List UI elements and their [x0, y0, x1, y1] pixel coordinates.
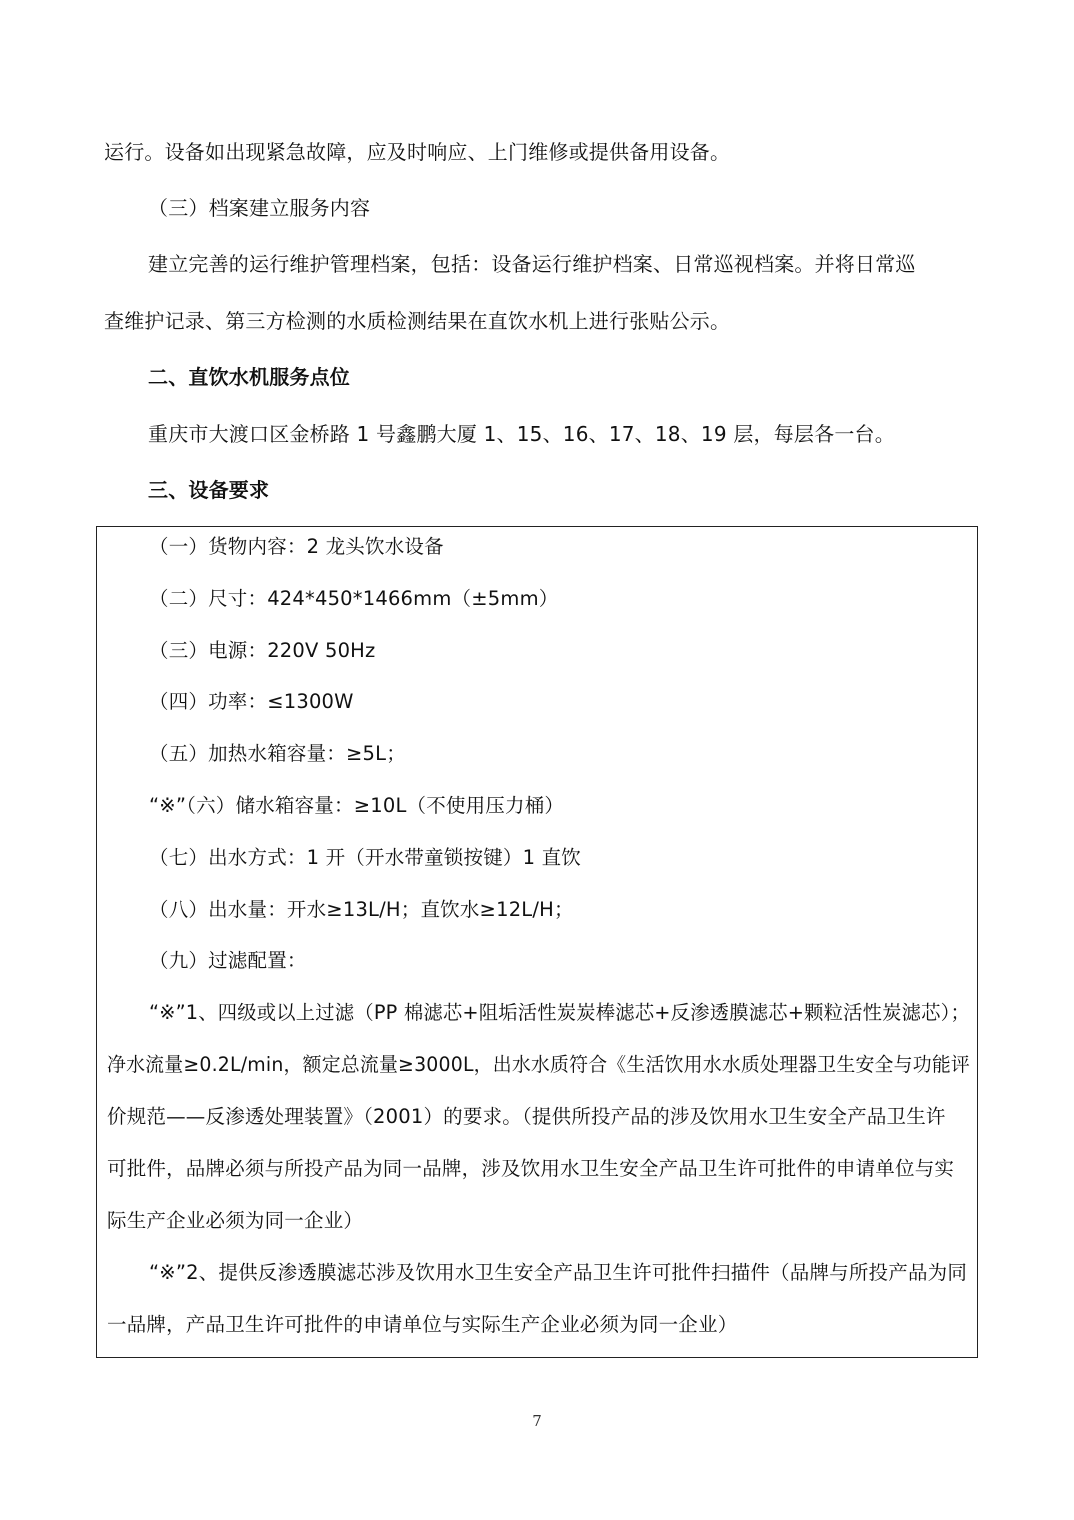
requirement-item: “※”1、四级或以上过滤（PP 棉滤芯+阻垢活性炭炭棒滤芯+反渗透膜滤芯+颗粒活性炭滤芯）；	[149, 1001, 970, 1024]
requirement-item: （一）货物内容：2 龙头饮水设备	[149, 535, 444, 558]
requirement-item: 可批件，品牌必须与所投产品为同一品牌，涉及饮用水卫生安全产品卫生许可批件的申请单位与实	[107, 1157, 955, 1180]
requirement-item: （二）尺寸：424*450*1466mm（±5mm）	[149, 587, 559, 610]
requirement-item: （三）电源：220V 50Hz	[149, 639, 376, 662]
requirement-item: （七）出水方式：1 开（开水带童锁按键）1 直饮	[149, 846, 582, 869]
requirement-item: 净水流量≥0.2L/min，额定总流量≥3000L，出水水质符合《生活饮用水水质处理器卫生安全与功能评	[107, 1053, 970, 1076]
requirement-item: 一品牌，产品卫生许可批件的申请单位与实际生产企业必须为同一企业）	[107, 1313, 738, 1336]
requirement-item: “※”2、提供反渗透膜滤芯涉及饮用水卫生安全产品卫生许可批件扫描件（品牌与所投产品为同	[149, 1261, 968, 1284]
requirement-item: （九）过滤配置：	[149, 949, 307, 972]
paragraph-line: 建立完善的运行维护管理档案，包括：设备运行维护档案、日常巡视档案。并将日常巡	[148, 252, 916, 276]
requirements-table	[96, 526, 978, 1358]
paragraph-line: 查维护记录、第三方检测的水质检测结果在直饮水机上进行张贴公示。	[104, 309, 731, 333]
requirement-item: 价规范——反渗透处理装置》（2001）的要求。（提供所投产品的涉及饮用水卫生安全产品卫生许	[107, 1105, 946, 1128]
requirement-item: （五）加热水箱容量：≥5L；	[149, 742, 406, 765]
paragraph-line: 重庆市大渡口区金桥路 1 号鑫鹏大厦 1、15、16、17、18、19 层，每层各一台。	[148, 422, 895, 446]
requirement-item: 际生产企业必须为同一企业）	[107, 1209, 364, 1232]
requirement-item: （四）功率：≤1300W	[149, 690, 354, 713]
requirement-item: “※”（六）储水箱容量：≥10L（不使用压力桶）	[149, 794, 565, 817]
requirement-item: （八）出水量：开水≥13L/H；直饮水≥12L/H；	[149, 898, 574, 921]
section-heading: 二、直饮水机服务点位	[148, 365, 350, 389]
subsection-heading: （三）档案建立服务内容	[148, 196, 371, 220]
paragraph-line: 运行。设备如出现紧急故障，应及时响应、上门维修或提供备用设备。	[104, 140, 731, 164]
section-heading: 三、设备要求	[148, 478, 270, 502]
page-number: 7	[532, 1412, 542, 1430]
